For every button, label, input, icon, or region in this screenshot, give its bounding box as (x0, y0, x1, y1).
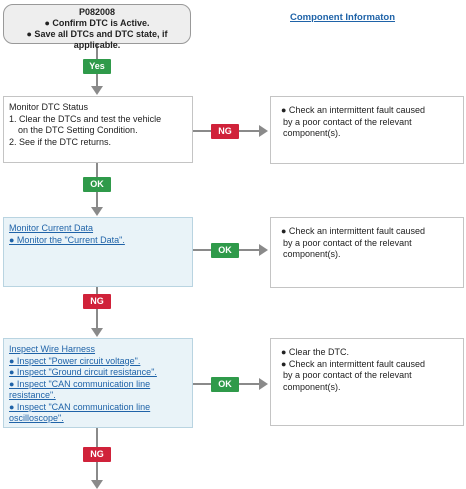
step-inspect-wire-harness (3, 338, 193, 428)
ok-badge-side-2: OK (211, 243, 239, 258)
component-information-link[interactable]: Component Informaton (290, 12, 396, 23)
step3-title-link[interactable]: Inspect Wire Harness (9, 344, 96, 354)
start-node (3, 4, 191, 50)
step1-line-3: 2. See if the DTC returns. (9, 136, 112, 147)
result3-line-1: ● Clear the DTC. (281, 347, 349, 357)
result1-line-3: component(s). (283, 128, 341, 138)
step3-line-2-link[interactable]: ● Inspect "Ground circuit resistance". (9, 367, 157, 377)
step3-line-5-link[interactable]: ● Inspect "CAN communication line (9, 401, 151, 412)
ok-badge-side-3: OK (211, 377, 239, 392)
result3-line-4: component(s). (283, 381, 341, 392)
step1-title: Monitor DTC Status (9, 102, 89, 112)
ok-badge-1: OK (83, 177, 111, 192)
result-box-1 (270, 96, 464, 164)
step1-line-1: 1. Clear the DTCs and test the vehicle (9, 113, 162, 124)
result1-line-2: by a poor contact of the relevant (283, 116, 412, 127)
step-monitor-current-data (3, 217, 193, 287)
start-line-2: ● Save all DTCs and DTC state, if applicable. (26, 29, 168, 50)
step2-title-link[interactable]: Monitor Current Data (9, 223, 94, 233)
step3-line-1-link[interactable]: ● Inspect "Power circuit voltage". (9, 355, 141, 366)
result-box-3 (270, 338, 464, 426)
result2-line-3: component(s). (283, 249, 341, 259)
result3-line-3: by a poor contact of the relevant (283, 370, 412, 380)
step3-line-6-link[interactable]: oscilloscope". (9, 413, 64, 423)
step3-line-3-link[interactable]: ● Inspect "CAN communication line (9, 378, 151, 389)
result3-line-2: ● Check an intermittent fault caused (281, 358, 426, 369)
ng-badge-1: NG (83, 294, 111, 309)
ng-badge-side-1: NG (211, 124, 239, 139)
result2-line-2: by a poor contact of the relevant (283, 237, 412, 248)
result2-line-1: ● Check an intermittent fault caused (281, 226, 426, 236)
ng-badge-2: NG (83, 447, 111, 462)
step3-line-4-link[interactable]: resistance". (9, 390, 56, 400)
start-line-1: ● Confirm DTC is Active. (44, 18, 150, 28)
result-box-2 (270, 217, 464, 288)
result1-line-1: ● Check an intermittent fault caused (281, 105, 426, 115)
step-monitor-dtc-status (3, 96, 193, 163)
yes-badge: Yes (83, 59, 111, 74)
step1-line-2: on the DTC Setting Condition. (18, 125, 138, 135)
step2-line-1-link[interactable]: ● Monitor the "Current Data". (9, 234, 125, 245)
dtc-code: P082008 (78, 7, 116, 17)
